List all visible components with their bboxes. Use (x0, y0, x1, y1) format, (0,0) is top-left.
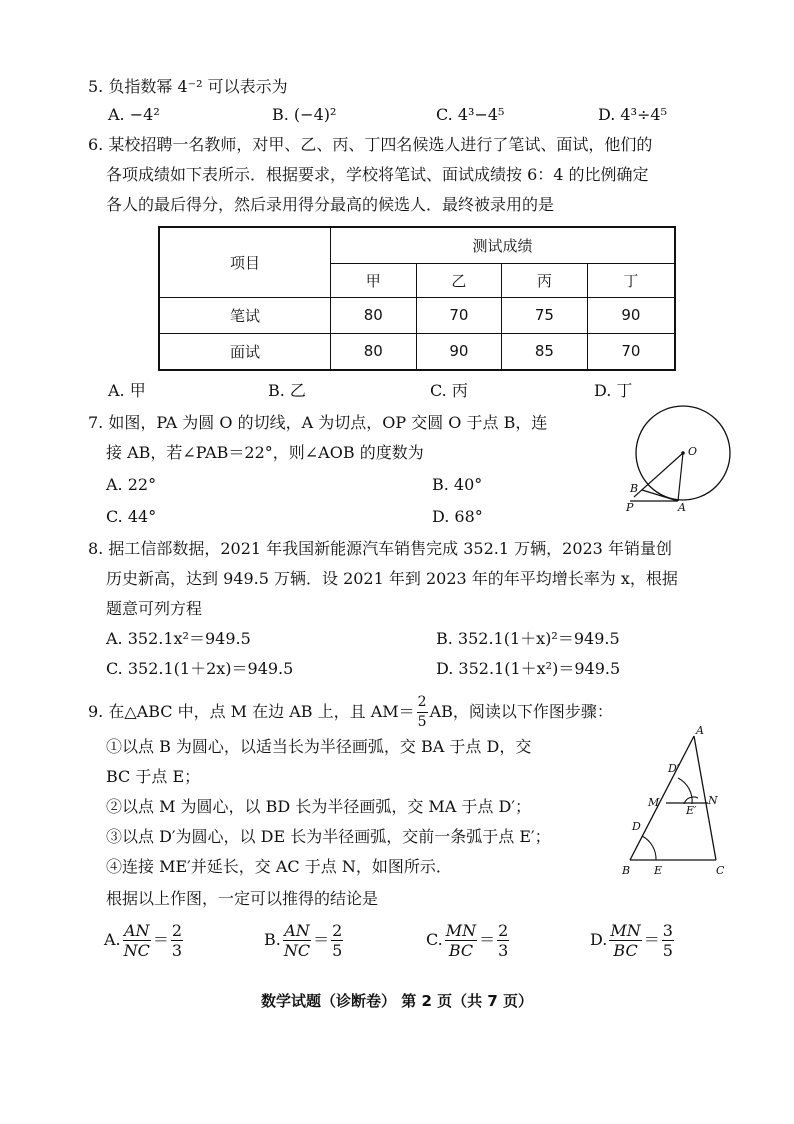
q8-option-a: A. 352.1x²＝949.5 (106, 629, 251, 648)
option-letter: A. (104, 930, 121, 949)
option-fraction-right (662, 921, 674, 960)
q9-stem-post: AB，阅读以下作图步骤： (429, 702, 613, 721)
q7-option-b: B. 40° (432, 475, 483, 494)
label-b: B (630, 482, 639, 495)
q8-stem-line1: 8. 据工信部数据，2021 年我国新能源汽车销售完成 352.1 万辆，2023 年销量创 (88, 539, 672, 558)
q6-stem-line1: 6. 某校招聘一名教师，对甲、乙、丙、丁四名候选人进行了笔试、面试，他们的 (88, 135, 653, 154)
q6-option-c: C. 丙 (430, 381, 468, 400)
equals-sign: ＝ (313, 930, 330, 949)
table-cell: 90 (587, 297, 675, 333)
table-header-candidate: 丙 (502, 263, 588, 297)
table-header-candidate: 甲 (331, 263, 417, 297)
q6-stem-line2: 各项成绩如下表所示．根据要求，学校将笔试、面试成绩按 6：4 的比例确定 (106, 165, 649, 184)
table-row (159, 333, 675, 370)
option-fraction-left (283, 921, 311, 960)
table-row-label: 笔试 (159, 297, 331, 333)
q6-stem-line3: 各人的最后得分，然后录用得分最高的候选人．最终被录用的是 (106, 195, 555, 214)
label-n: N (708, 794, 718, 807)
q9-conclusion: 根据以上作图，一定可以推得的结论是 (106, 889, 379, 908)
q9-step-1: ①以点 B 为圆心，以适当长为半径画弧，交 BA 于点 D，交 (106, 737, 532, 756)
q5-option-d: D. 4³÷4⁵ (598, 105, 668, 124)
equals-sign: ＝ (643, 930, 660, 949)
q7-option-d: D. 68° (432, 507, 483, 526)
fraction-denominator: NC (283, 941, 311, 960)
fraction-denominator: 5 (332, 941, 343, 960)
q6-option-b: B. 乙 (268, 381, 306, 400)
q9-option-c (426, 918, 511, 962)
q9-option-a (104, 918, 185, 962)
table-row (159, 297, 675, 333)
option-fraction-left (609, 921, 641, 960)
label-a: A (696, 724, 704, 737)
score-table (158, 226, 676, 371)
table-header-candidate: 乙 (416, 263, 502, 297)
q9-stem-fraction (417, 693, 428, 732)
fraction-denominator: NC (123, 941, 150, 960)
equals-sign: ＝ (479, 930, 496, 949)
fraction-numerator: 2 (171, 921, 183, 940)
q9-stem (88, 692, 613, 732)
option-letter: C. (426, 930, 443, 949)
option-fraction-left (445, 921, 477, 960)
table-cell: 70 (416, 297, 502, 333)
fraction-numerator: 3 (662, 921, 673, 940)
table-header-group: 测试成绩 (331, 227, 676, 263)
q7-option-c: C. 44° (106, 507, 157, 526)
q7-stem-line1: 7. 如图，PA 为圆 O 的切线，A 为切点，OP 交圆 O 于点 B，连 (88, 413, 548, 432)
fraction-denominator: 5 (417, 714, 427, 730)
table-cell: 70 (587, 333, 675, 370)
q5-option-a: A. −4² (108, 105, 160, 124)
label-e-prime: E′ (686, 804, 697, 817)
equals-sign: ＝ (152, 930, 169, 949)
table-cell: 80 (331, 297, 417, 333)
fraction-numerator: MN (445, 921, 477, 940)
page-footer: 数学试题（诊断卷） 第 2 页（共 7 页） (261, 992, 533, 1010)
table-cell: 80 (331, 333, 417, 370)
table-header-item: 项目 (159, 227, 331, 297)
fraction-numerator: 2 (332, 921, 343, 940)
table-cell: 85 (502, 333, 588, 370)
fraction-numerator: 2 (417, 693, 428, 713)
fraction-numerator: AN (123, 921, 150, 940)
q8-option-b: B. 352.1(1＋x)²＝949.5 (436, 629, 620, 648)
q9-step-3: ③以点 D′为圆心，以 DE 长为半径画弧，交前一条弧于点 E′； (106, 827, 551, 846)
table-cell: 90 (416, 333, 502, 370)
q9-step-4: ④连接 ME′并延长，交 AC 于点 N，如图所示． (106, 857, 452, 876)
fraction-denominator: BC (613, 941, 638, 960)
fraction-denominator: 3 (498, 941, 509, 960)
label-c: C (716, 864, 725, 877)
q6-option-d: D. 丁 (594, 381, 633, 400)
q9-triangle-figure (614, 724, 744, 884)
label-a: A (678, 501, 686, 514)
q5-option-b: B. (−4)² (272, 105, 337, 124)
q6-option-a: A. 甲 (108, 381, 146, 400)
fraction-numerator: MN (610, 921, 641, 940)
label-d-prime: D′ (668, 762, 680, 775)
option-letter: B. (264, 930, 281, 949)
q7-option-a: A. 22° (106, 475, 157, 494)
q9-step-1-cont: BC 于点 E； (106, 767, 201, 786)
q9-option-b (264, 918, 345, 962)
label-b: B (622, 864, 631, 877)
q9-option-d (590, 918, 676, 962)
fraction-numerator: AN (284, 921, 310, 940)
label-m: M (648, 796, 660, 809)
option-fraction-left (123, 921, 151, 960)
label-e: E (654, 864, 663, 877)
q8-stem-line2: 历史新高，达到 949.5 万辆．设 2021 年到 2023 年的年平均增长率为 x，根据 (106, 569, 678, 588)
q8-option-c: C. 352.1(1＋2x)＝949.5 (106, 659, 294, 678)
q7-circle-figure (618, 410, 738, 514)
fraction-denominator: 5 (662, 941, 673, 960)
table-row-label: 面试 (159, 333, 331, 370)
option-fraction-right (497, 921, 509, 960)
option-fraction-right (331, 921, 343, 960)
q9-stem-pre: 9. 在△ABC 中，点 M 在边 AB 上，且 AM＝ (88, 702, 415, 721)
q5-option-c: C. 4³−4⁵ (436, 105, 505, 124)
option-letter: D. (590, 930, 608, 949)
q8-stem-line3: 题意可列方程 (106, 599, 203, 618)
q9-step-2: ②以点 M 为圆心，以 BD 长为半径画弧，交 MA 于点 D′； (106, 797, 531, 816)
fraction-numerator: 2 (498, 921, 509, 940)
q7-stem-line2: 接 AB，若∠PAB＝22°，则∠AOB 的度数为 (106, 443, 424, 462)
q5-stem: 5. 负指数幂 4⁻² 可以表示为 (88, 77, 288, 96)
fraction-denominator: 3 (171, 941, 183, 960)
q8-option-d: D. 352.1(1＋x²)＝949.5 (436, 659, 621, 678)
fraction-denominator: BC (448, 941, 474, 960)
label-o: O (688, 445, 698, 458)
option-fraction-right (171, 921, 183, 960)
table-cell: 75 (502, 297, 588, 333)
label-d: D (632, 820, 641, 833)
table-header-candidate: 丁 (587, 263, 675, 297)
label-p: P (626, 501, 634, 514)
